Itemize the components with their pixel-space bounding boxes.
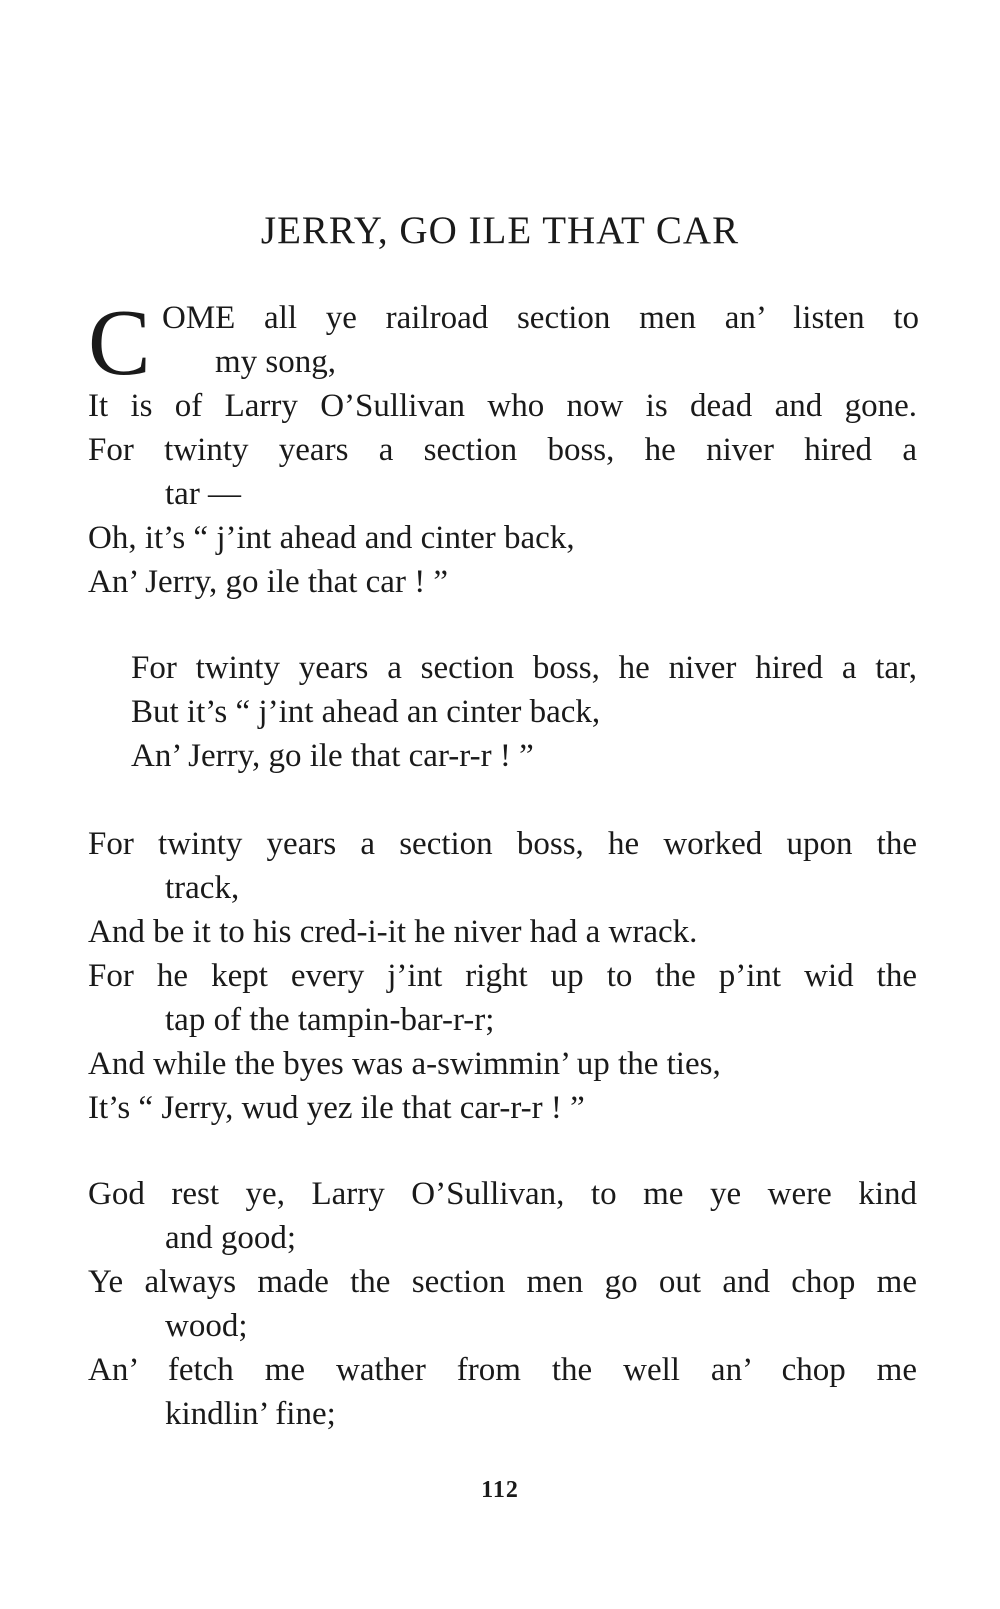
verse-line: And while the byes was a-swimmin’ up the ties, bbox=[88, 1046, 721, 1082]
verse-line: For twinty years a section boss, he niver hired a bbox=[88, 432, 917, 468]
drop-cap: C bbox=[88, 291, 151, 395]
verse-line: Ye always made the section men go out and chop me bbox=[88, 1264, 917, 1300]
verse-line: Oh, it’s “ j’int ahead and cinter back, bbox=[88, 520, 575, 556]
verse-line: God rest ye, Larry O’Sullivan, to me ye were kind bbox=[88, 1176, 917, 1212]
verse-line: It’s “ Jerry, wud yez ile that car-r-r ! ” bbox=[88, 1090, 585, 1126]
verse-line-continuation: and good; bbox=[165, 1220, 297, 1256]
verse-line-continuation: wood; bbox=[165, 1308, 248, 1344]
verse-line-continuation: tap of the tampin-bar-r-r; bbox=[165, 1002, 495, 1038]
poem-title: JERRY, GO ILE THAT CAR bbox=[260, 209, 740, 252]
chorus-line: But it’s “ j’int ahead an cinter back, bbox=[131, 694, 601, 730]
page-number: 112 bbox=[481, 1477, 519, 1503]
verse-line: And be it to his cred-i-it he niver had a wrack. bbox=[88, 914, 698, 950]
verse-line-continuation: tar — bbox=[165, 476, 242, 512]
verse-line: OME all ye railroad section men an’ listen to bbox=[162, 300, 919, 336]
verse-line: For twinty years a section boss, he worked upon the bbox=[88, 826, 917, 862]
verse-line-continuation: my song, bbox=[215, 344, 337, 380]
chorus-line: An’ Jerry, go ile that car-r-r ! ” bbox=[131, 738, 534, 774]
verse-line: It is of Larry O’Sullivan who now is dead and gone. bbox=[88, 388, 917, 424]
chorus-line: For twinty years a section boss, he niver hired a tar, bbox=[131, 650, 917, 686]
verse-line: For he kept every j’int right up to the p’int wid the bbox=[88, 958, 917, 994]
verse-line: An’ fetch me wather from the well an’ chop me bbox=[88, 1352, 917, 1388]
verse-line-continuation: track, bbox=[165, 870, 240, 906]
verse-line-continuation: kindlin’ fine; bbox=[165, 1396, 336, 1432]
verse-line: An’ Jerry, go ile that car ! ” bbox=[88, 564, 449, 600]
